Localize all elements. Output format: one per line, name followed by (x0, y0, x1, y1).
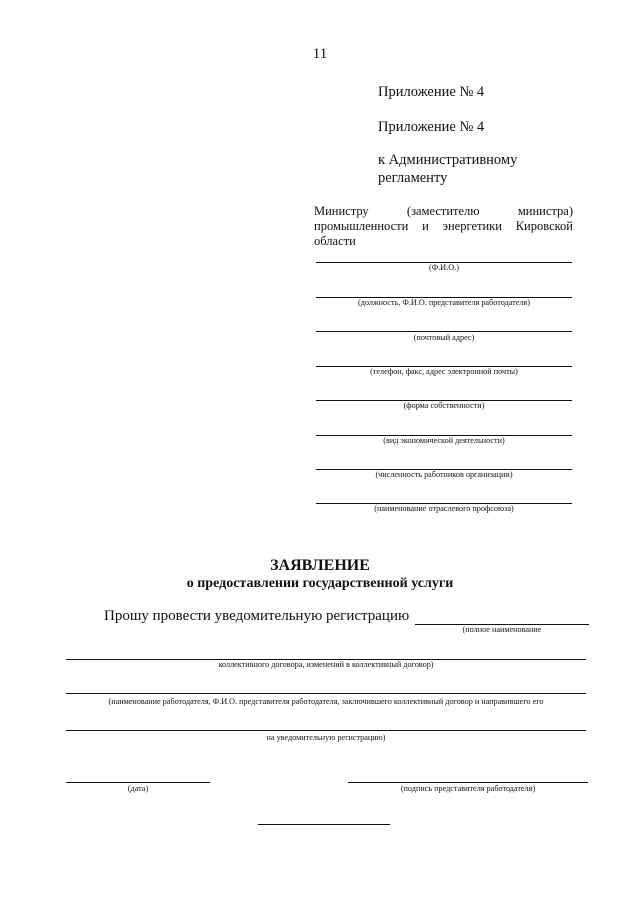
request-line-4 (66, 730, 586, 731)
date-line (66, 782, 210, 783)
field-line-postal-address (316, 331, 572, 332)
field-caption-ownership: (форма собственности) (403, 401, 485, 410)
request-caption-1: (полное наименование (462, 625, 542, 634)
field-caption-headcount: (численность работников организации) (375, 470, 513, 479)
signature-line (348, 782, 588, 783)
appendix-label-1: Приложение № 4 (378, 84, 485, 100)
page-number: 11 (312, 46, 328, 62)
field-caption-activity: (вид экономической деятельности) (383, 436, 505, 445)
request-text: Прошу провести уведомительную регистрацию (104, 608, 410, 624)
field-caption-contacts: (телефон, факс, адрес электронной почты) (370, 367, 518, 376)
request-caption-2: коллективного договора, изменений в коллективный договор) (218, 660, 434, 669)
appendix-reference-line-1: к Административному (378, 152, 518, 168)
request-caption-3: (наименование работодателя, Ф.И.О. представителя работодателя, заключившего коллективный договор и направившего его (108, 697, 544, 706)
date-caption: (дата) (127, 784, 149, 793)
appendix-label-2: Приложение № 4 (378, 119, 485, 135)
addressee-text: Министру (заместителю министра) промышленности и энергетики Кировской области (314, 204, 573, 248)
request-line-3 (66, 693, 586, 694)
request-caption-4: на уведомительную регистрацию) (266, 733, 386, 742)
appendix-reference-line-2: регламенту (378, 170, 448, 186)
field-caption-trade-union: (наименование отраслевого профсоюза) (374, 504, 514, 513)
document-subtitle: о предоставлении государственной услуги (186, 576, 454, 591)
field-caption-position: (должность, Ф.И.О. представителя работодателя) (358, 298, 530, 307)
document-title: ЗАЯВЛЕНИЕ (270, 557, 370, 574)
field-caption-fio: (Ф.И.О.) (429, 263, 459, 272)
closing-rule (258, 824, 390, 825)
signature-caption: (подпись представителя работодателя) (400, 784, 536, 793)
field-caption-postal-address: (почтовый адрес) (413, 333, 475, 342)
